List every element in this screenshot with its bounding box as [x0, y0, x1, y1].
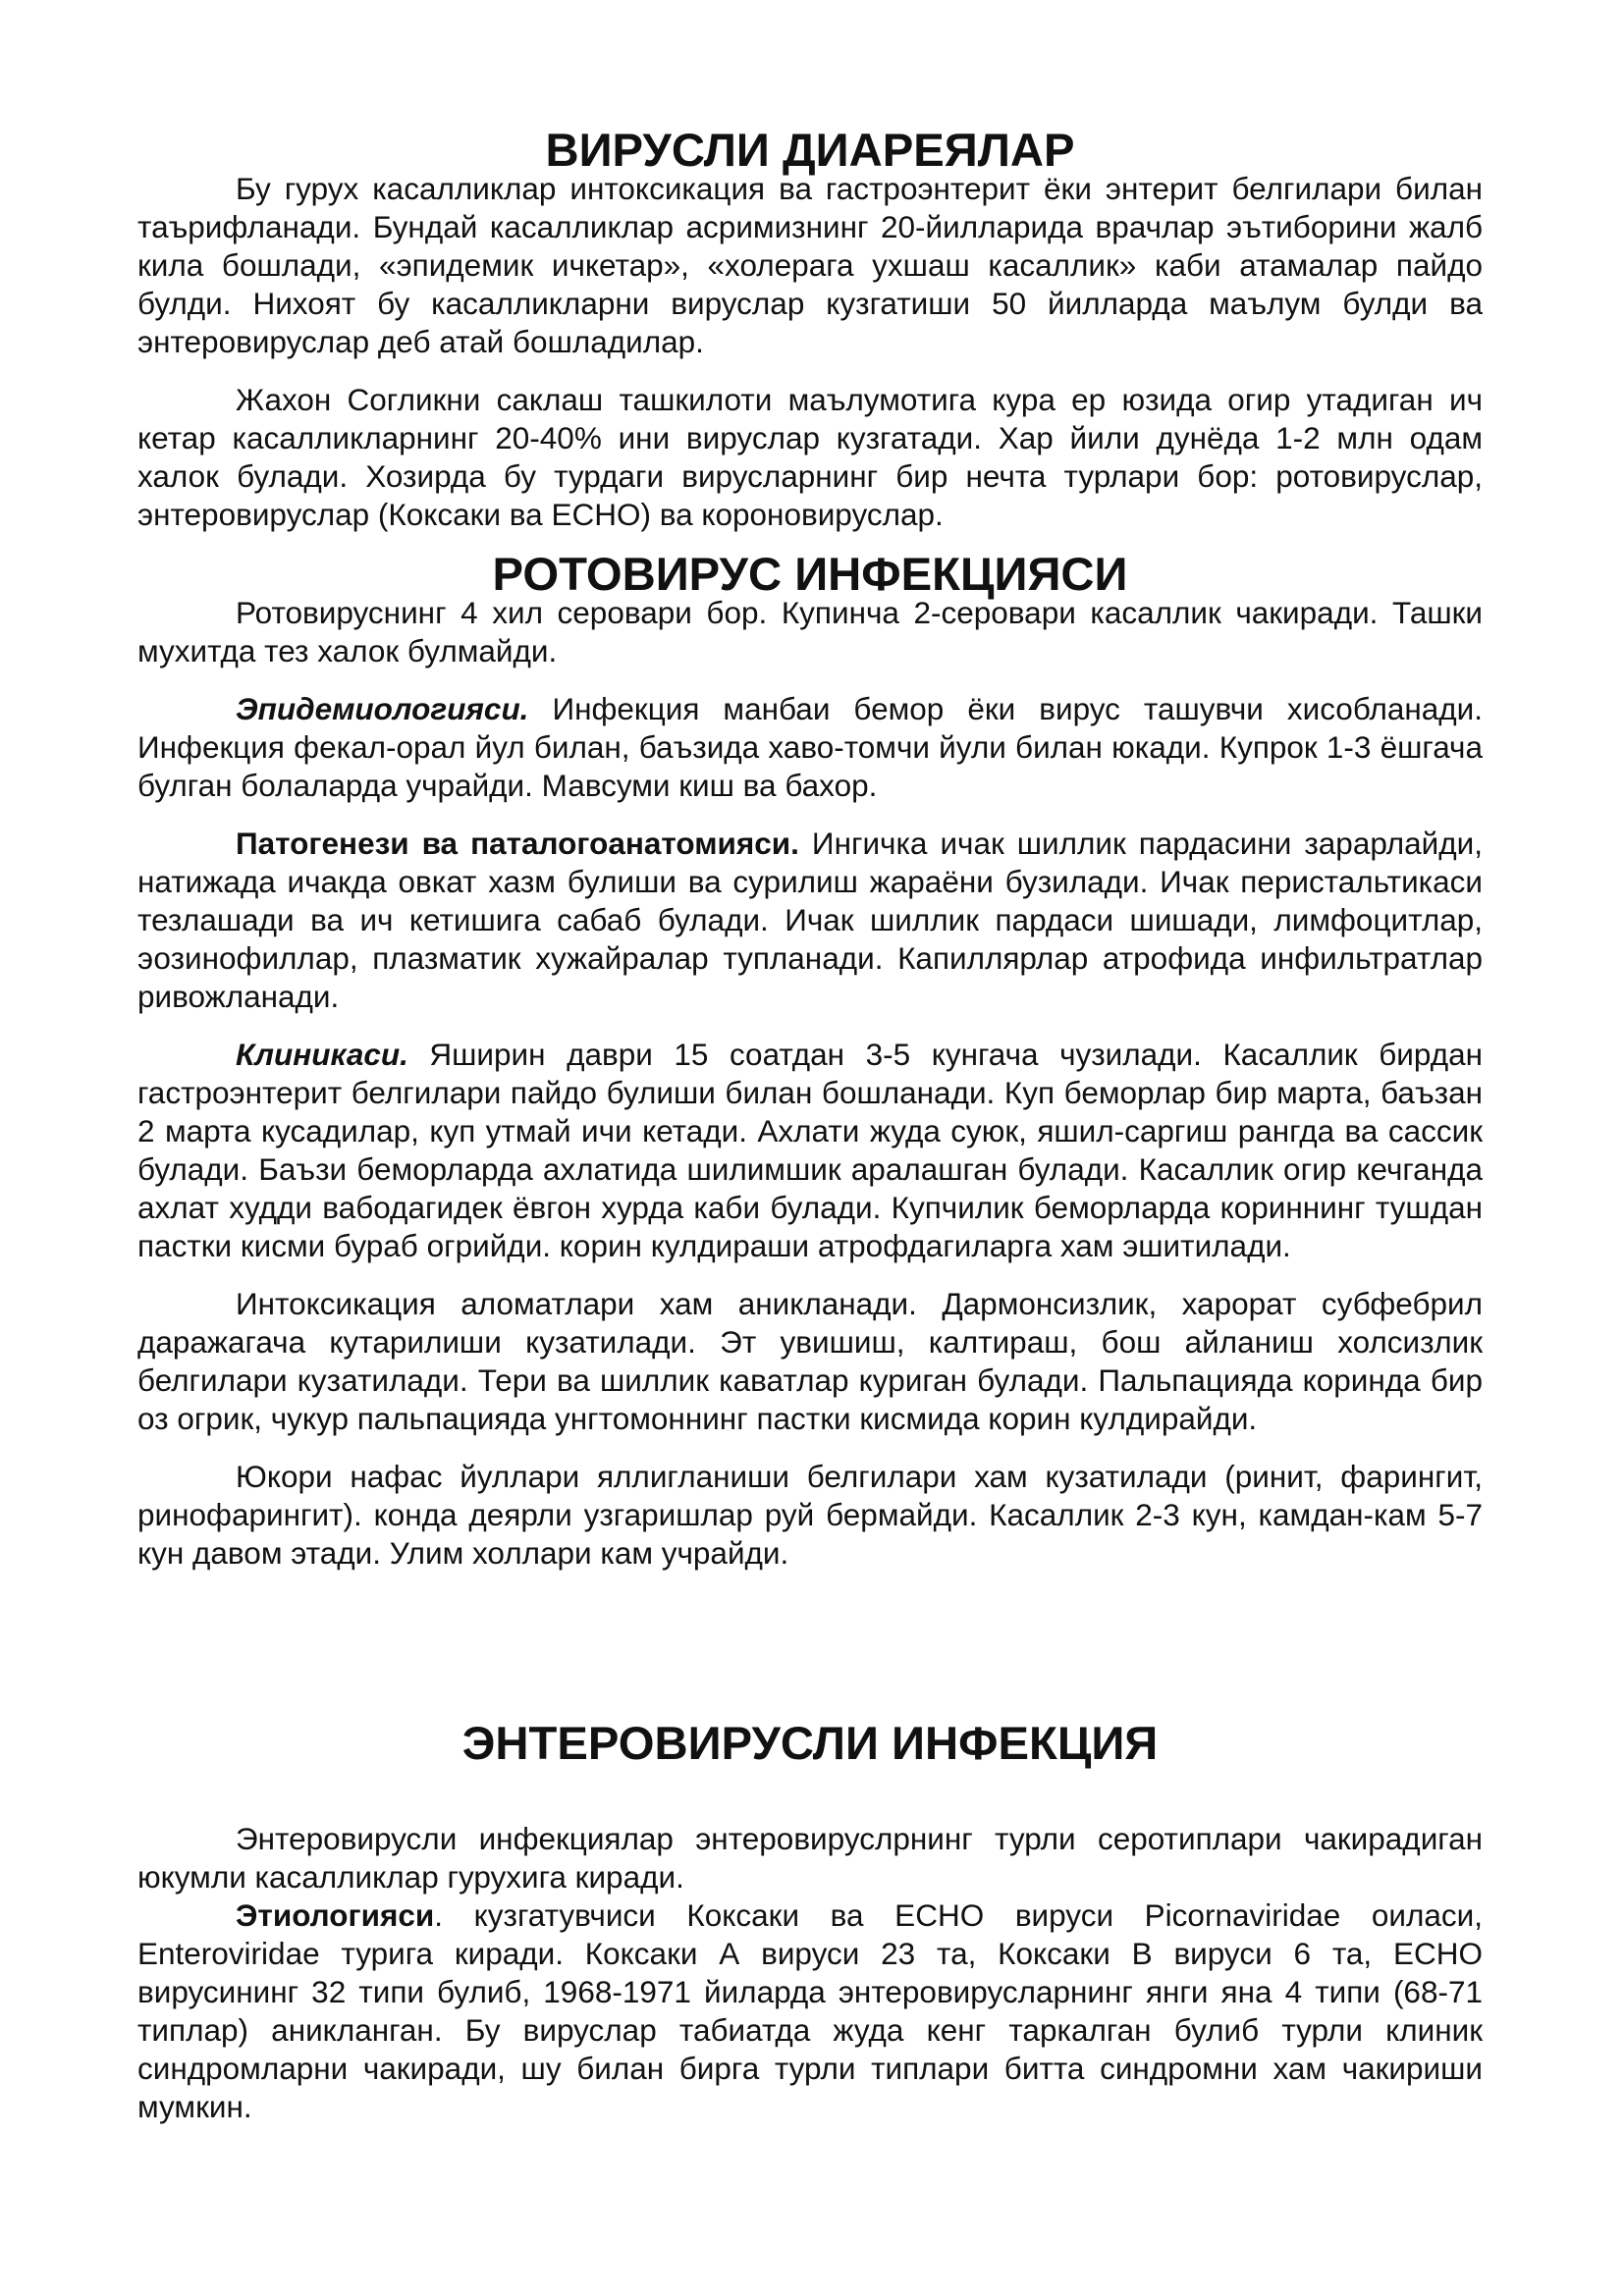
etiology-lead: Этиологияси [236, 1897, 435, 1933]
paragraph-rotavirus-intro: Ротовируснинг 4 хил серовари бор. Купинча 2-серовари касаллик чакиради. Ташки мухитда тез халок булмайди. [137, 595, 1483, 668]
paragraph-etiology [137, 1896, 1483, 2126]
paragraph-enterovirus-intro: Энтеровирусли инфекциялар энтеровируслрнинг турли серотиплари чакирадиган юкумли касалликлар гурухига киради. [137, 1821, 1483, 1895]
paragraph-epidemiology [137, 690, 1483, 805]
clinic-lead: Клиникаси. [236, 1037, 408, 1072]
paragraph-intoxication: Интоксикация аломатлари хам аникланади. Дармонсизлик, харорат субфебрил даражагача кутарилиши кузатилади. Эт увишиш, калтираш, бош айланиш холсизлик белгилари кузатилади. Тери ва шиллик каватлар куриган булади. Пальпацияда коринда бир оз огрик, чукур пальпацияда унгтомоннинг пастки кисмида корин кулдирайди. [137, 1286, 1483, 1436]
pathogenesis-lead: Патогенези ва паталогоанатомияси. [236, 826, 799, 861]
pathogenesis-text: Ингичка ичак шиллик пардасини зарарлайди, натижада ичакда овкат хазм булиши ва сурилиш жараёни бузилади. Ичак перистальтикаси тезлашади ва ич кетишига сабаб булади. Ичак шиллик пардаси шишади, лимфоцитлар, эозинофиллар, плазматик хужайралар тупланади. Капиллярлар атрофида инфильтратлар ривожланади. [137, 826, 1483, 1014]
paragraph-pathogenesis [137, 825, 1483, 1016]
paragraph-who-statistics: Жахон Согликни саклаш ташкилоти маълумотига кура ер юзида огир утадиган ич кетар касалликларнинг 20-40% ини вируслар кузгатади. Хар йили дунёда 1-2 млн одам халок булади. Хозирда бу турдаги вирусларнинг бир нечта турлари бор: ротовируслар, энтеровируслар (Коксаки ва ЕСНО) ва короновируслар. [137, 382, 1483, 532]
paragraph-viral-diarrhea-intro: Бу гурух касалликлар интоксикация ва гастроэнтерит ёки энтерит белгилари билан таърифланади. Бундай касалликлар асримизнинг 20-йилларида врачлар эътиборини жалб кила бошлади, «эпидемик ичкетар», «холерага ухшаш касаллик» каби атамалар пайдо булди. Нихоят бу касалликларни вируслар кузгатиши 50 йилларда маълум булди ва энтеровируслар деб атай бошладилар. [137, 171, 1483, 359]
epidemiology-text: Инфекция манбаи бемор ёки вирус ташувчи хисобланади. Инфекция фекал-орал йул билан, баъзида хаво-томчи йули билан юкади. Купрок 1-3 ёшгача булган болаларда учрайди. Мавсуми киш ва бахор. [137, 691, 1483, 803]
paragraph-respiratory: Юкори нафас йуллари яллигланиши белгилари хам кузатилади (ринит, фарингит, ринофарингит). конда деярли узгаришлар руй бермайди. Касаллик 2-3 кун, камдан-кам 5-7 кун давом этади. Улим холлари кам учрайди. [137, 1459, 1483, 1571]
clinic-text: Яширин даври 15 соатдан 3-5 кунгача чузилади. Касаллик бирдан гастроэнтерит белгилари пайдо булиши билан бошланади. Куп беморлар бир марта, баъзан 2 марта кусадилар, куп утмай ичи кетади. Ахлати жуда суюк, яшил-саргиш рангда ва сассик булади. Баъзи беморларда ахлатида шилимшик аралашган булади. Касаллик огир кечганда ахлат худди вабодагидек ёвгон хурда каби булади. Купчилик беморларда кориннинг тушдан пастки кисми бураб огрийди. корин кулдираши атрофдагиларга хам эшитилади. [137, 1037, 1483, 1263]
document-page [137, 125, 1483, 2126]
section-title-enterovirus: ЭНТЕРОВИРУСЛИ ИНФЕКЦИЯ [461, 1718, 1159, 1770]
paragraph-clinic [137, 1036, 1483, 1265]
section-title-rotavirus: РОТОВИРУС ИНФЕКЦИЯСИ [492, 549, 1128, 601]
epidemiology-lead: Эпидемиологияси. [236, 691, 529, 726]
section-title-viral-diarrhea: ВИРУСЛИ ДИАРЕЯЛАР [545, 125, 1075, 177]
etiology-text: . кузгатувчиси Коксаки ва ЕСНО вируси Picornaviridae оиласи, Enteroviridae турига киради. Коксаки А вируси 23 та, Коксаки В вируси 6 та, ЕСНО вирусининг 32 типи булиб, 1968-1971 йиларда энтеровирусларнинг янги яна 4 типи (68-71 типлар) аникланган. Бу вируслар табиатда жуда кенг таркалган булиб турли клиник синдромларни чакиради, шу билан бирга турли типлари битта синдромни хам чакириши мумкин. [137, 1897, 1483, 2124]
